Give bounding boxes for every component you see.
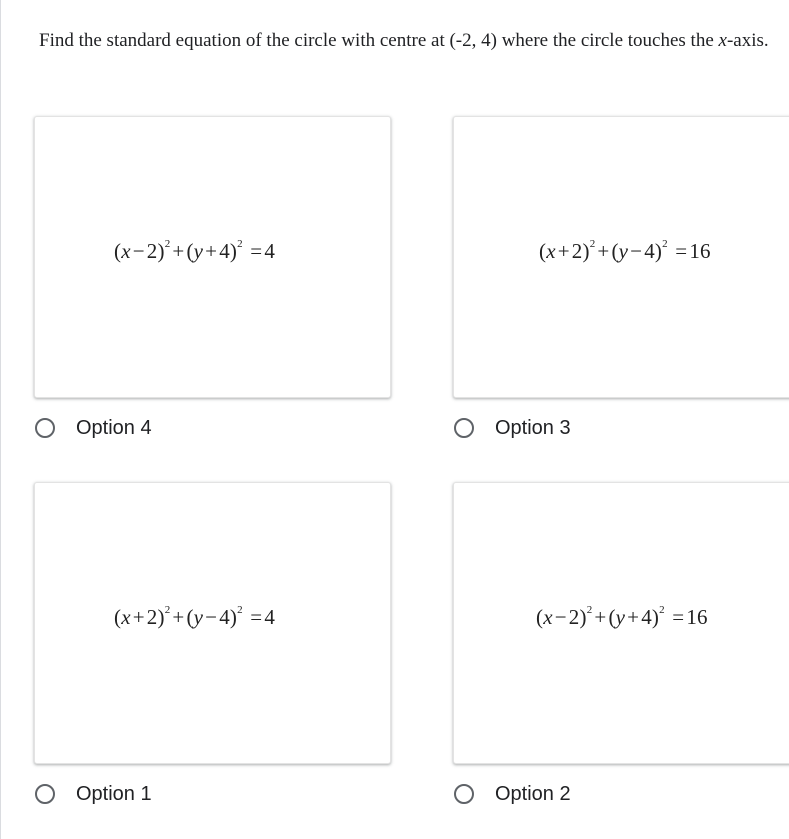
option-4-label: Option 4 [76, 416, 152, 439]
option-1-choice[interactable] [35, 780, 152, 808]
option-3-equation: $(x+2)^2+(y-4)^2 =16$ [539, 238, 711, 263]
option-2-radio[interactable] [454, 784, 474, 804]
option-3-radio[interactable] [454, 418, 474, 438]
option-4-image-card[interactable] [34, 116, 391, 398]
question-variable: x [718, 30, 727, 51]
option-2-image-card[interactable] [453, 482, 789, 764]
option-2-equation: $(x-2)^2+(y+4)^2 =16$ [536, 604, 708, 629]
option-1-equation: $(x+2)^2+(y-4)^2 =4$ [114, 604, 276, 629]
option-2-choice[interactable] [454, 780, 571, 808]
option-3-label: Option 3 [495, 416, 571, 439]
question-text-end: -axis. [726, 30, 769, 51]
option-4-choice[interactable] [35, 414, 152, 442]
option-3-image-card[interactable] [453, 116, 789, 398]
option-2-label: Option 2 [495, 782, 571, 805]
question-text-start: Find the standard equation of the circle with centre at (-2, 4) where the circle touches the [39, 30, 719, 51]
left-border [0, 0, 1, 839]
option-3-choice[interactable] [454, 414, 571, 442]
option-1-label: Option 1 [76, 782, 152, 805]
option-4-equation: $(x-2)^2+(y+4)^2 =4$ [114, 238, 276, 263]
option-4-radio[interactable] [35, 418, 55, 438]
option-1-image-card[interactable] [34, 482, 391, 764]
question-text [39, 28, 774, 53]
option-1-radio[interactable] [35, 784, 55, 804]
